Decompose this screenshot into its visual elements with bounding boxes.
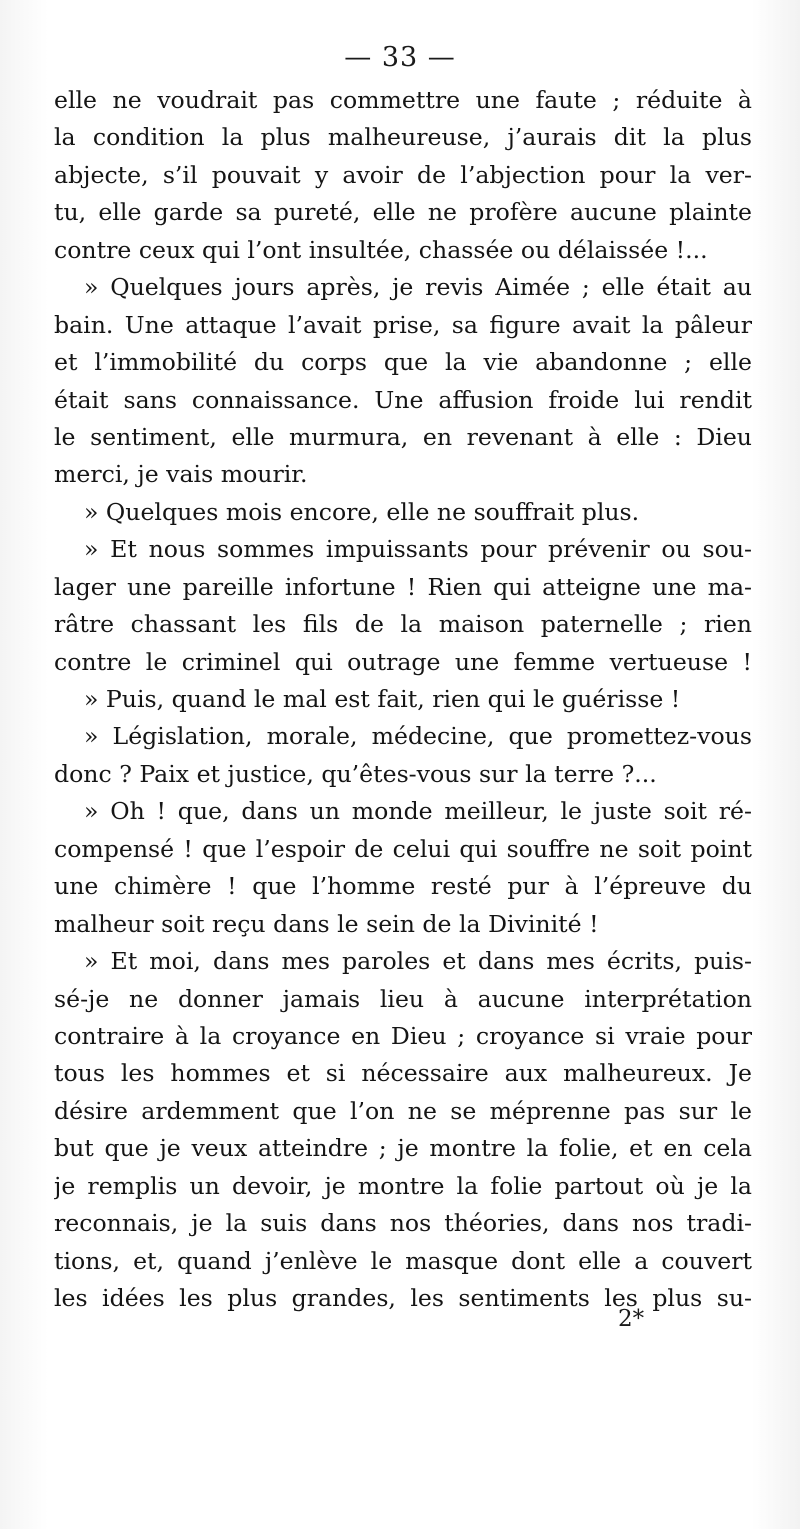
text-line: malheur soit reçu dans le sein de la Divinité !	[54, 909, 599, 938]
text-line: tions, et, quand j’enlève le masque dont elle a couvert	[54, 1246, 752, 1275]
text-line: tous les hommes et si nécessaire aux malheureux. Je	[54, 1059, 752, 1088]
text-line: contraire à la croyance en Dieu ; croyance si vraie pour	[54, 1021, 752, 1050]
text-line: une chimère ! que l’homme resté pur à l’épreuve du	[54, 872, 752, 901]
text-line: la condition la plus malheureuse, j’aurais dit la plus	[54, 123, 752, 152]
text-line: » Et nous sommes impuissants pour prévenir ou sou-	[84, 535, 752, 564]
text-line: les idées les plus grandes, les sentiments les plus su-	[54, 1284, 752, 1312]
signature-mark: 2*	[618, 1306, 645, 1332]
text-line: » Oh ! que, dans un monde meilleur, le juste soit ré-	[84, 797, 752, 826]
text-line: elle ne voudrait pas commettre une faute ; réduite à	[54, 86, 752, 114]
text-line: je remplis un devoir, je montre la folie partout où je la	[54, 1171, 752, 1200]
text-line: râtre chassant les fils de la maison paternelle ; rien	[54, 610, 752, 639]
text-line: lager une pareille infortune ! Rien qui atteigne une ma-	[54, 572, 752, 601]
body-text	[54, 82, 752, 1317]
text-line: compensé ! que l’espoir de celui qui souffre ne soit point	[54, 834, 752, 863]
text-line: contre le criminel qui outrage une femme vertueuse !	[54, 647, 752, 676]
text-line: » Quelques mois encore, elle ne souffrait plus.	[84, 497, 640, 526]
text-line: bain. Une attaque l’avait prise, sa figure avait la pâleur	[54, 310, 752, 339]
text-line: contre ceux qui l’ont insultée, chassée ou délaissée !...	[54, 235, 708, 264]
text-line: désire ardemment que l’on ne se méprenne pas sur le	[54, 1096, 752, 1125]
text-line: tu, elle garde sa pureté, elle ne profère aucune plainte	[54, 198, 752, 227]
text-line: but que je veux atteindre ; je montre la folie, et en cela	[54, 1134, 752, 1163]
text-line: sé-je ne donner jamais lieu à aucune interprétation	[54, 984, 752, 1013]
text-line: était sans connaissance. Une affusion froide lui rendit	[54, 385, 752, 414]
text-line: et l’immobilité du corps que la vie abandonne ; elle	[54, 348, 752, 377]
text-line: reconnais, je la suis dans nos théories, dans nos tradi-	[54, 1209, 752, 1238]
text-line: abjecte, s’il pouvait y avoir de l’abjection pour la ver-	[54, 160, 752, 189]
text-line: » Quelques jours après, je revis Aimée ; elle était au	[84, 273, 752, 302]
text-line: donc ? Paix et justice, qu’êtes-vous sur la terre ?...	[54, 759, 657, 788]
text-line: merci, je vais mourir.	[54, 460, 308, 489]
text-line: » Puis, quand le mal est fait, rien qui le guérisse !	[84, 685, 681, 713]
text-line: » Et moi, dans mes paroles et dans mes écrits, puis-	[84, 947, 752, 976]
text-line: » Législation, morale, médecine, que promettez-vous	[84, 722, 752, 751]
text-line: le sentiment, elle murmura, en revenant à elle : Dieu	[54, 422, 752, 451]
page-number: — 33 —	[344, 42, 456, 73]
